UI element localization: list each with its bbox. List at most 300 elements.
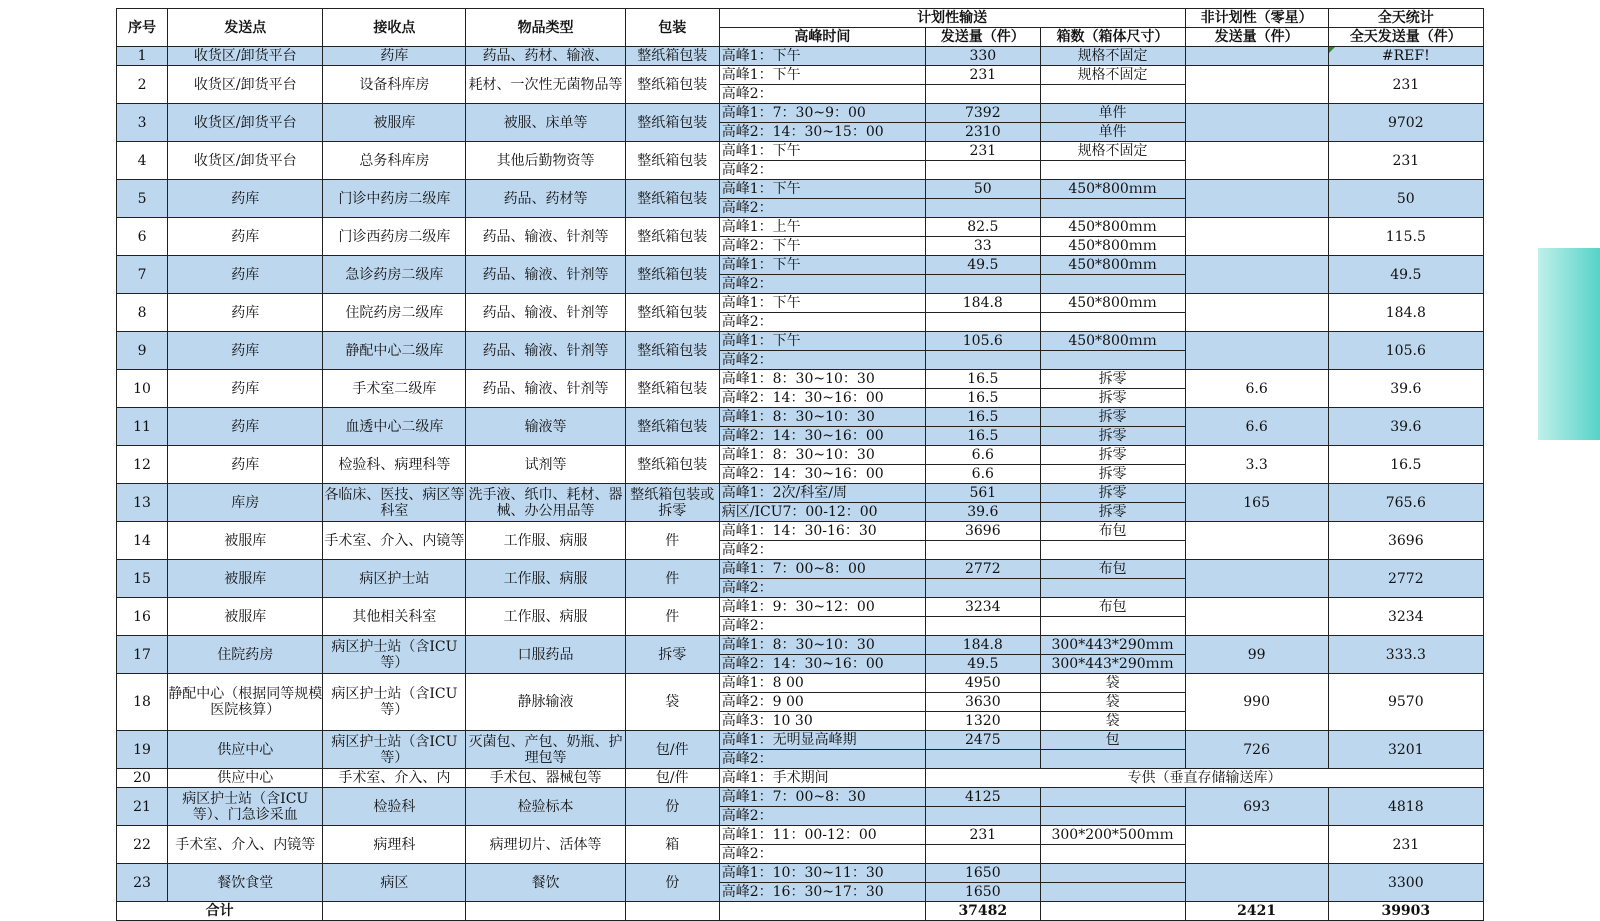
cell-boxes [1040,598,1185,636]
cell-peak-time-line: 高峰1：7：00~8：30 [720,788,925,807]
cell-goods: 试剂等 [466,446,625,484]
cell-peak-time [719,788,925,826]
cell-boxes-line: 450*800ｍｍ [1041,218,1185,237]
cell-no: 21 [117,788,168,826]
cell-to: 病理科 [323,826,466,864]
cell-unplanned: 726 [1185,731,1328,769]
cell-peak-time-line: 高峰2： [721,751,773,767]
cell-boxes [1040,256,1185,294]
cell-qty-line: 50 [926,180,1039,199]
cell-peak-time [719,560,925,598]
cell-boxes-line: 规格不固定 [1077,48,1148,64]
cell-peak-time-line: 高峰1：8：30~10：30 [720,370,925,389]
cell-qty [926,66,1040,104]
cell-qty-line [926,845,1039,863]
cell-boxes-line: 450*800ｍｍ [1041,180,1185,199]
cell-to: 手术室、介入、内镜等 [323,522,466,560]
cell-peak-time [719,332,925,370]
table-row [117,294,1484,332]
cell-peak-time [719,370,925,408]
cell-qty-line: 231 [926,66,1039,85]
cell-from: 供应中心 [168,731,323,769]
cell-boxes-line: 拆零 [1041,370,1185,389]
table-row [117,598,1484,636]
cell-boxes-line: 拆零 [1041,446,1185,465]
table-body [117,47,1484,902]
cell-goods: 药品、输液、针剂等 [466,256,625,294]
cell-qty-line: 2772 [926,560,1039,579]
cell-from: 药库 [168,408,323,446]
cell-qty-line [926,541,1039,559]
cell-peak-time [719,769,925,788]
cell-peak-time [719,446,925,484]
cell-qty [926,408,1040,446]
table-row [117,731,1484,769]
cell-goods: 手术包、器械包等 [466,769,625,788]
cell-no: 14 [117,522,168,560]
cell-boxes-line: 拆零 [1098,504,1127,520]
cell-qty-line: 1320 [964,713,1001,729]
cell-peak-time-line: 高峰1：7：30~9：00 [720,104,925,123]
cell-to: 检验科 [323,788,466,826]
cell-peak-time [719,864,925,902]
cell-to: 血透中心二级库 [323,408,466,446]
cell-peak-time-line: 病区/ICU7：00-12：00 [721,504,878,520]
cell-peak-time-line: 高峰1：10：30~11：30 [720,864,925,883]
cell-qty-line: 105.6 [926,332,1039,351]
header-to: 接收点 [323,9,466,47]
table-row [117,522,1484,560]
cell-from: 药库 [168,218,323,256]
cell-peak-time-line: 高峰2：14：30~16：00 [721,656,884,672]
cell-no: 1 [117,47,168,66]
cell-daily-total: 39.6 [1328,370,1483,408]
cell-peak-time-line: 高峰1：无明显高峰期 [720,731,925,750]
cell-daily-total: 3696 [1328,522,1483,560]
cell-no: 20 [117,769,168,788]
cell-boxes [1040,218,1185,256]
cell-to: 住院药房二级库 [323,294,466,332]
cell-unplanned: 3.3 [1185,446,1328,484]
cell-qty [926,446,1040,484]
cell-pack: 件 [625,522,719,560]
cell-unplanned [1185,560,1328,598]
cell-pack: 整纸箱包装 [625,294,719,332]
cell-boxes [1040,731,1185,769]
cell-peak-time-line: 高峰1：下午 [720,180,925,199]
cell-daily-total: 3201 [1328,731,1483,769]
cell-qty [926,522,1040,560]
header-unplanned: 非计划性（零星） [1185,9,1328,28]
cell-boxes-line [1041,541,1185,559]
cell-peak-time-line: 高峰2：14：30~16：00 [721,428,884,444]
cell-pack: 拆零 [625,636,719,674]
cell-qty-line: 1650 [926,864,1039,883]
cell-to: 门诊西药房二级库 [323,218,466,256]
cell-qty-line [926,85,1039,103]
table-row [117,560,1484,598]
cell-goods: 药品、药材、输液、 [466,47,625,66]
cell-goods: 药品、输液、针剂等 [466,332,625,370]
cell-no: 17 [117,636,168,674]
cell-peak-time-line: 高峰1：下午 [720,256,925,275]
cell-pack: 份 [625,788,719,826]
cell-peak-time-line: 高峰2：16：30~17：30 [721,884,884,900]
table-row [117,446,1484,484]
cell-qty-line: 82.5 [926,218,1039,237]
cell-peak-time-line: 高峰1：下午 [720,294,925,313]
cell-from: 药库 [168,446,323,484]
cell-unplanned [1185,180,1328,218]
cell-pack: 整纸箱包装 [625,218,719,256]
cell-pack: 包/件 [625,769,719,788]
cell-boxes-line [1041,883,1185,901]
header-from: 发送点 [168,9,323,47]
cell-no: 16 [117,598,168,636]
cell-goods: 洗手液、纸巾、耗材、器械、办公用品等 [466,484,625,522]
cell-daily-total: 50 [1328,180,1483,218]
cell-from: 药库 [168,256,323,294]
table-row [117,47,1484,66]
cell-boxes-line [1041,864,1185,883]
cell-goods: 工作服、病服 [466,598,625,636]
cell-no: 2 [117,66,168,104]
cell-goods: 药品、药材等 [466,180,625,218]
cell-no: 22 [117,826,168,864]
cell-goods: 药品、输液、针剂等 [466,218,625,256]
cell-pack: 整纸箱包装 [625,66,719,104]
cell-qty-line [926,579,1039,597]
cell-peak-time-line: 高峰2： [721,200,773,216]
cell-pack: 整纸箱包装 [625,370,719,408]
cell-peak-time-line: 高峰2： [721,314,773,330]
cell-unplanned [1185,826,1328,864]
cell-daily-total: 115.5 [1328,218,1483,256]
cell-peak-time-line: 高峰2：下午 [721,238,801,254]
cell-boxes-line: 袋 [1041,674,1185,693]
total-row [117,902,1484,921]
cell-daily-total: #REF! [1328,47,1483,66]
cell-peak-time-line: 高峰1：上午 [720,218,925,237]
cell-qty-line: 2475 [926,731,1039,750]
cell-from: 药库 [168,332,323,370]
cell-peak-time [719,294,925,332]
cell-qty-line: 49.5 [967,656,999,672]
cell-qty [926,788,1040,826]
cell-peak-time-line: 高峰1：8：30~10：30 [720,408,925,427]
cell-goods: 灭菌包、产包、奶瓶、护理包等 [466,731,625,769]
cell-from: 药库 [168,180,323,218]
cell-pack: 件 [625,598,719,636]
cell-qty [926,180,1040,218]
cell-peak-time-line: 高峰2： [721,352,773,368]
cell-no: 19 [117,731,168,769]
cell-no: 4 [117,142,168,180]
cell-peak-time [719,826,925,864]
cell-boxes-line [1041,750,1185,768]
cell-peak-time-line: 高峰2： [721,86,773,102]
cell-peak-time-line: 高峰2：9 00 [720,693,925,712]
cell-unplanned [1185,66,1328,104]
cell-no: 12 [117,446,168,484]
cell-unplanned: 6.6 [1185,370,1328,408]
cell-pack: 包/件 [625,731,719,769]
table-row [117,66,1484,104]
cell-peak-time [719,598,925,636]
cell-pack: 件 [625,560,719,598]
table-row [117,408,1484,446]
cell-qty-line [926,275,1039,293]
cell-pack: 箱 [625,826,719,864]
cell-daily-total: 9702 [1328,104,1483,142]
cell-boxes [1040,788,1185,826]
cell-from: 收货区/卸货平台 [168,104,323,142]
cell-qty-line: 184.8 [926,294,1039,313]
cell-from: 药库 [168,294,323,332]
cell-peak-time-line: 高峰2： [721,846,773,862]
cell-daily-total: 2772 [1328,560,1483,598]
cell-peak-time-line: 高峰1：8 00 [720,674,925,693]
header-daily: 全天统计 [1328,9,1483,28]
cell-peak-time-line: 高峰2： [721,580,773,596]
cell-peak-time [719,522,925,560]
cell-no: 6 [117,218,168,256]
cell-to: 其他相关科室 [323,598,466,636]
cell-boxes-line: 450*800ｍｍ [1041,256,1185,275]
cell-peak-time [719,104,925,142]
cell-unplanned [1185,598,1328,636]
cell-boxes [1040,180,1185,218]
header-peak-time: 高峰时间 [719,28,925,47]
cell-boxes-line: 布包 [1041,560,1185,579]
cell-boxes-line [1041,351,1185,369]
table-row [117,826,1484,864]
cell-boxes [1040,66,1185,104]
cell-peak-time-line: 高峰1：下午 [721,48,801,64]
cell-daily-total: 231 [1328,66,1483,104]
cell-boxes-line [1041,579,1185,597]
cell-no: 5 [117,180,168,218]
cell-goods: 静脉输液 [466,674,625,731]
cell-peak-time [719,408,925,446]
cell-daily-total: 49.5 [1328,256,1483,294]
cell-boxes [1040,332,1185,370]
cell-peak-time-line: 高峰1：2次/科室/周 [720,484,925,503]
cell-daily-total: 4818 [1328,788,1483,826]
cell-qty-line [926,351,1039,369]
cell-peak-time-line: 高峰1：手术期间 [721,770,829,786]
cell-unplanned: 693 [1185,788,1328,826]
cell-qty [926,104,1040,142]
cell-pack: 整纸箱包装 [625,104,719,142]
table-row [117,218,1484,256]
cell-peak-time-line: 高峰1：下午 [720,332,925,351]
cell-peak-time [719,47,925,66]
cell-boxes-line: 袋 [1105,713,1120,729]
cell-qty [926,484,1040,522]
cell-from: 库房 [168,484,323,522]
header-boxes: 箱数（箱体尺寸） [1040,28,1185,47]
cell-peak-time-line: 高峰2： [721,162,773,178]
cell-to: 检验科、病理科等 [323,446,466,484]
cell-boxes [1040,142,1185,180]
cell-goods: 药品、输液、针剂等 [466,370,625,408]
cell-from: 被服库 [168,598,323,636]
cell-qty-line: 3234 [926,598,1039,617]
cell-to: 病区护士站（含ICU等） [323,731,466,769]
cell-boxes-line: 拆零 [1098,428,1127,444]
cell-daily-total: 39.6 [1328,408,1483,446]
cell-daily-total: 231 [1328,142,1483,180]
cell-boxes [1040,370,1185,408]
cell-no: 10 [117,370,168,408]
cell-no: 11 [117,408,168,446]
cell-goods: 检验标本 [466,788,625,826]
cell-to: 总务科库房 [323,142,466,180]
cell-from: 被服库 [168,560,323,598]
cell-qty [926,826,1040,864]
cell-to: 病区护士站（含ICU等） [323,636,466,674]
cell-pack: 整纸箱包装 [625,142,719,180]
cell-peak-time-line: 高峰2：14：30~16：00 [721,390,884,406]
cell-from: 被服库 [168,522,323,560]
cell-qty [926,674,1040,731]
cell-boxes-line: 450*800ｍｍ [1041,294,1185,313]
cell-boxes [1040,522,1185,560]
cell-no: 15 [117,560,168,598]
cell-to: 手术室、介入、内 [323,769,466,788]
cell-unplanned [1185,294,1328,332]
cell-from: 静配中心（根据同等规模医院核算） [168,674,323,731]
cell-qty [926,636,1040,674]
cell-peak-time-line: 高峰1：14：30-16：30 [720,522,925,541]
cell-peak-time-line: 高峰1：7：00~8：00 [720,560,925,579]
cell-boxes [1040,674,1185,731]
cell-qty [926,370,1040,408]
cell-goods: 耗材、一次性无菌物品等 [466,66,625,104]
cell-qty [926,47,1040,66]
cell-pack: 整纸箱包装 [625,408,719,446]
total-label: 合计 [117,902,323,921]
cell-pack: 份 [625,864,719,902]
cell-peak-time [719,484,925,522]
header-qty: 发送量（件） [926,28,1040,47]
cell-peak-time-line: 高峰2： [721,276,773,292]
cell-unplanned [1185,142,1328,180]
cell-qty-line: 16.5 [967,390,999,406]
cell-pack: 整纸箱包装 [625,332,719,370]
cell-boxes [1040,446,1185,484]
cell-qty-line [926,199,1039,217]
cell-boxes-line: 300*200*500ｍｍ [1041,826,1185,845]
cell-unplanned: 165 [1185,484,1328,522]
cell-unplanned: 990 [1185,674,1328,731]
cell-to: 病区护士站（含ICU等） [323,674,466,731]
cell-merged-note: 专供（垂直存储输送库） [926,769,1484,788]
cell-qty-line: 2310 [964,124,1001,140]
cell-boxes [1040,560,1185,598]
cell-peak-time-line: 高峰2： [721,808,773,824]
cell-boxes-line [1041,788,1185,807]
table-row [117,332,1484,370]
cell-qty-line: 561 [926,484,1039,503]
total-planned: 37482 [926,902,1040,921]
cell-to: 静配中心二级库 [323,332,466,370]
cell-peak-time-line: 高峰1：9：30~12：00 [720,598,925,617]
cell-peak-time [719,731,925,769]
cell-peak-time [719,674,925,731]
cell-peak-time [719,180,925,218]
cell-boxes-line: 布包 [1041,522,1185,541]
cell-qty-line [926,750,1039,768]
cell-boxes-line: 拆零 [1098,390,1127,406]
cell-goods: 口服药品 [466,636,625,674]
header-goods: 物品类型 [466,9,625,47]
cell-goods: 被服、床单等 [466,104,625,142]
cell-boxes [1040,294,1185,332]
header-planned: 计划性输送 [719,9,1185,28]
cell-qty-line: 184.8 [926,636,1039,655]
cell-boxes-line: 单件 [1041,104,1185,123]
cell-boxes [1040,864,1185,902]
cell-boxes-line: 袋 [1041,693,1185,712]
cell-daily-total: 333.3 [1328,636,1483,674]
cell-boxes-line: 450*800ｍｍ [1041,332,1185,351]
cell-qty-line: 49.5 [926,256,1039,275]
table-row [117,636,1484,674]
cell-goods: 餐饮 [466,864,625,902]
cell-boxes-line: 300*443*290ｍｍ [1051,656,1174,672]
cell-from: 收货区/卸货平台 [168,47,323,66]
cell-qty [926,256,1040,294]
cell-boxes [1040,104,1185,142]
cell-to: 门诊中药房二级库 [323,180,466,218]
cell-pack: 整纸箱包装或拆零 [625,484,719,522]
cell-qty [926,598,1040,636]
cell-to: 被服库 [323,104,466,142]
cell-boxes-line: 单件 [1098,124,1127,140]
cell-boxes-line: 拆零 [1041,484,1185,503]
cell-unplanned [1185,332,1328,370]
cell-boxes-line: 300*443*290ｍｍ [1041,636,1185,655]
table-row [117,788,1484,826]
cell-to: 设备科库房 [323,66,466,104]
cell-qty-line [926,161,1039,179]
cell-qty-line: 231 [926,826,1039,845]
transport-table [116,8,1484,921]
cell-goods: 工作服、病服 [466,560,625,598]
cell-qty-line: 16.5 [926,408,1039,427]
cell-unplanned [1185,104,1328,142]
header-daily-qty: 全天发送量（件） [1328,28,1483,47]
cell-boxes-line [1041,617,1185,635]
cell-goods: 病理切片、活体等 [466,826,625,864]
cell-boxes-line: 布包 [1041,598,1185,617]
cell-qty-line: 33 [973,238,992,254]
cell-to: 药库 [323,47,466,66]
cell-daily-total: 231 [1328,826,1483,864]
cell-qty-line [926,807,1039,825]
cell-daily-total: 765.6 [1328,484,1483,522]
cell-boxes [1040,636,1185,674]
cell-qty-line: 6.6 [971,466,994,482]
cell-unplanned: 6.6 [1185,408,1328,446]
cell-boxes-line [1041,845,1185,863]
cell-boxes-line [1041,199,1185,217]
cell-from: 餐饮食堂 [168,864,323,902]
cell-peak-time [719,66,925,104]
cell-from: 收货区/卸货平台 [168,142,323,180]
